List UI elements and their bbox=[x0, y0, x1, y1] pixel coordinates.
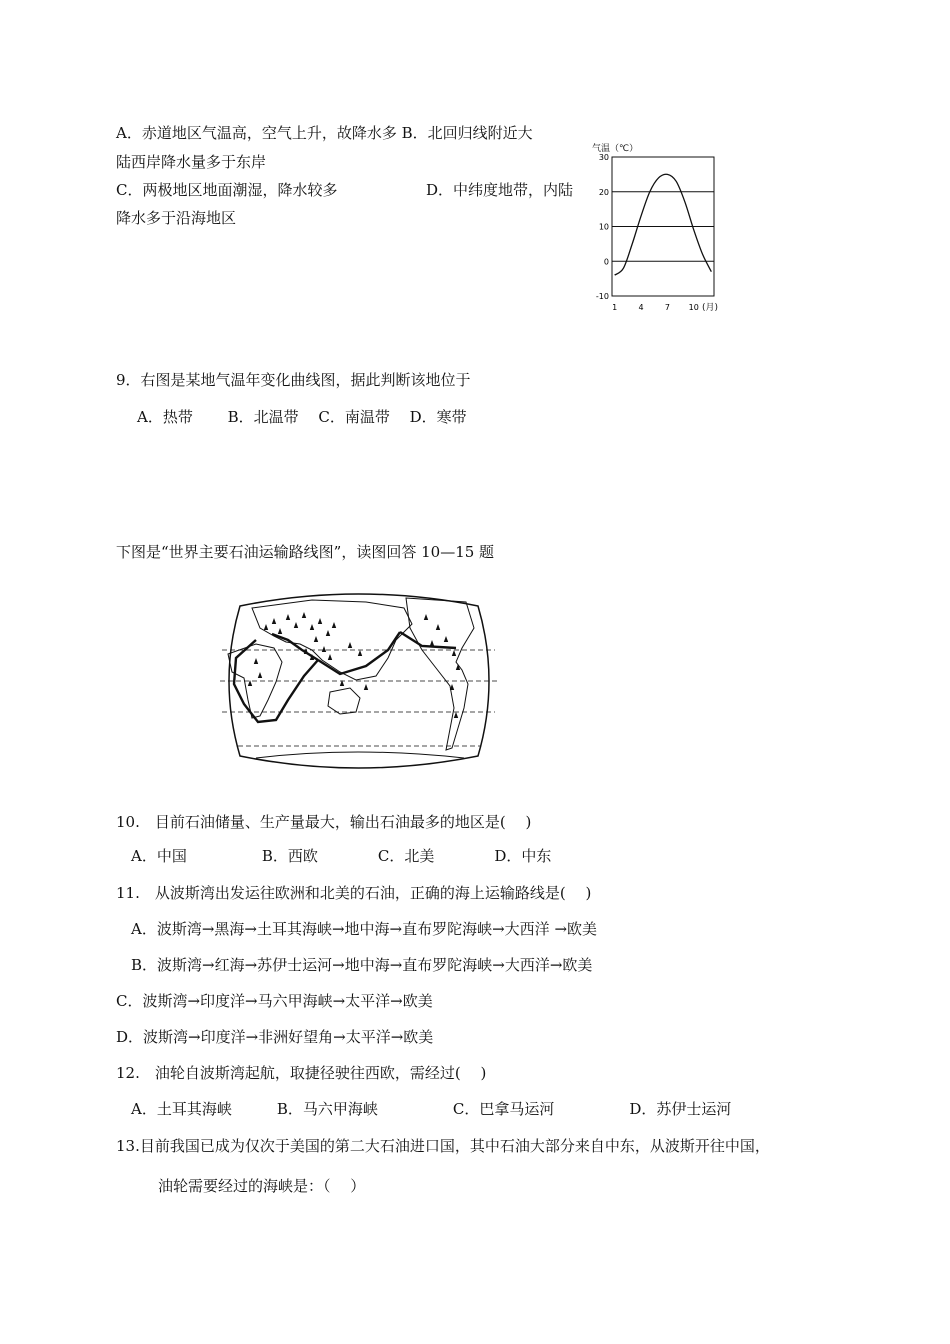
q8-option-a: A．赤道地区气温高，空气上升，故降水多 B．北回归线附近大 bbox=[116, 124, 533, 142]
world-oil-route-map bbox=[216, 588, 501, 774]
q11-option-b: B．波斯湾→红海→苏伊士运河→地中海→直布罗陀海峡→大西洋→欧美 bbox=[131, 956, 593, 974]
oil-marker bbox=[310, 624, 314, 630]
q12-options: A．土耳其海峡 B．马六甲海峡 C．巴拿马运河 D．苏伊士运河 bbox=[131, 1100, 732, 1118]
oil-marker bbox=[424, 614, 428, 620]
y-tick-label: 0 bbox=[603, 257, 609, 267]
q12-stem: 12. 油轮自波斯湾起航，取捷径驶往西欧，需经过( ) bbox=[116, 1064, 487, 1082]
continent-antarctica bbox=[256, 752, 464, 758]
q13-stem: 13.目前我国已成为仅次于美国的第二大石油进口国，其中石油大部分来自中东，从波斯开往中国， bbox=[116, 1137, 770, 1155]
q10-stem: 10. 目前石油储量、生产量最大，输出石油最多的地区是( ) bbox=[116, 813, 532, 831]
oil-marker bbox=[294, 622, 298, 628]
continent-australia bbox=[328, 688, 360, 714]
oil-marker bbox=[328, 654, 332, 660]
chart-y-ticks bbox=[596, 153, 609, 301]
q9-options: A．热带 B．北温带 C．南温带 D．寒带 bbox=[137, 408, 467, 426]
oil-marker bbox=[254, 658, 258, 664]
y-tick-label: -10 bbox=[595, 292, 609, 301]
q11-stem: 11. 从波斯湾出发运往欧洲和北美的石油，正确的海上运输路线是( ) bbox=[116, 884, 592, 902]
x-tick-label: 10 bbox=[688, 303, 699, 312]
chart-gridlines bbox=[612, 192, 714, 262]
q11-option-d: D．波斯湾→印度洋→非洲好望角→太平洋→欧美 bbox=[116, 1028, 434, 1046]
oil-marker bbox=[444, 636, 448, 642]
q8-option-d-continued: 降水多于沿海地区 bbox=[116, 209, 237, 227]
oil-marker bbox=[286, 614, 290, 620]
x-tick-label: 4 bbox=[638, 303, 644, 312]
oil-marker bbox=[278, 628, 282, 634]
oil-marker bbox=[348, 642, 352, 648]
oil-field-markers bbox=[248, 612, 460, 718]
y-tick-label: 10 bbox=[598, 222, 609, 232]
q11-option-c: C．波斯湾→印度洋→马六甲海峡→太平洋→欧美 bbox=[116, 992, 433, 1010]
oil-marker bbox=[454, 712, 458, 718]
oil-marker bbox=[318, 618, 322, 624]
chart-ylabel: 气温（℃） bbox=[592, 144, 639, 154]
oil-marker bbox=[430, 640, 434, 646]
oil-marker bbox=[436, 624, 440, 630]
intro-text: 下图是“世界主要石油运输路线图”，读图回答 10—15 题 bbox=[116, 543, 495, 561]
oil-marker bbox=[332, 622, 336, 628]
q8-option-a-continued: 陆西岸降水量多于东岸 bbox=[116, 153, 267, 171]
oil-marker bbox=[264, 624, 268, 630]
q8-option-d: D．中纬度地带，内陆 bbox=[426, 181, 574, 199]
chart-x-ticks bbox=[612, 303, 699, 312]
y-tick-label: 30 bbox=[598, 153, 609, 162]
q10-options: A．中国 B．西欧 C．北美 D．中东 bbox=[131, 847, 552, 865]
oil-marker bbox=[272, 618, 276, 624]
continent-americas bbox=[406, 598, 474, 750]
q8-option-c: C．两极地区地面潮湿，降水较多 bbox=[116, 181, 338, 199]
oil-marker bbox=[326, 630, 330, 636]
route-pacific bbox=[400, 632, 456, 648]
q11-option-a: A．波斯湾→黑海→土耳其海峡→地中海→直布罗陀海峡→大西洋 →欧美 bbox=[131, 920, 598, 938]
x-tick-label: 7 bbox=[664, 303, 670, 312]
y-tick-label: 20 bbox=[598, 187, 609, 197]
oil-marker bbox=[364, 684, 368, 690]
oil-marker bbox=[452, 650, 456, 656]
temperature-curve bbox=[615, 174, 712, 275]
q13-stem-continued: 油轮需要经过的海峡是：（ ） bbox=[158, 1177, 366, 1195]
oil-marker bbox=[258, 672, 262, 678]
x-tick-label: 1 bbox=[612, 303, 618, 312]
oil-marker bbox=[358, 650, 362, 656]
oil-marker bbox=[302, 612, 306, 618]
q9-stem: 9．右图是某地气温年变化曲线图，据此判断该地位于 bbox=[116, 371, 471, 389]
oil-marker bbox=[314, 636, 318, 642]
temperature-chart bbox=[588, 140, 728, 318]
chart-xlabel: (月) bbox=[702, 303, 719, 313]
oil-marker bbox=[322, 646, 326, 652]
